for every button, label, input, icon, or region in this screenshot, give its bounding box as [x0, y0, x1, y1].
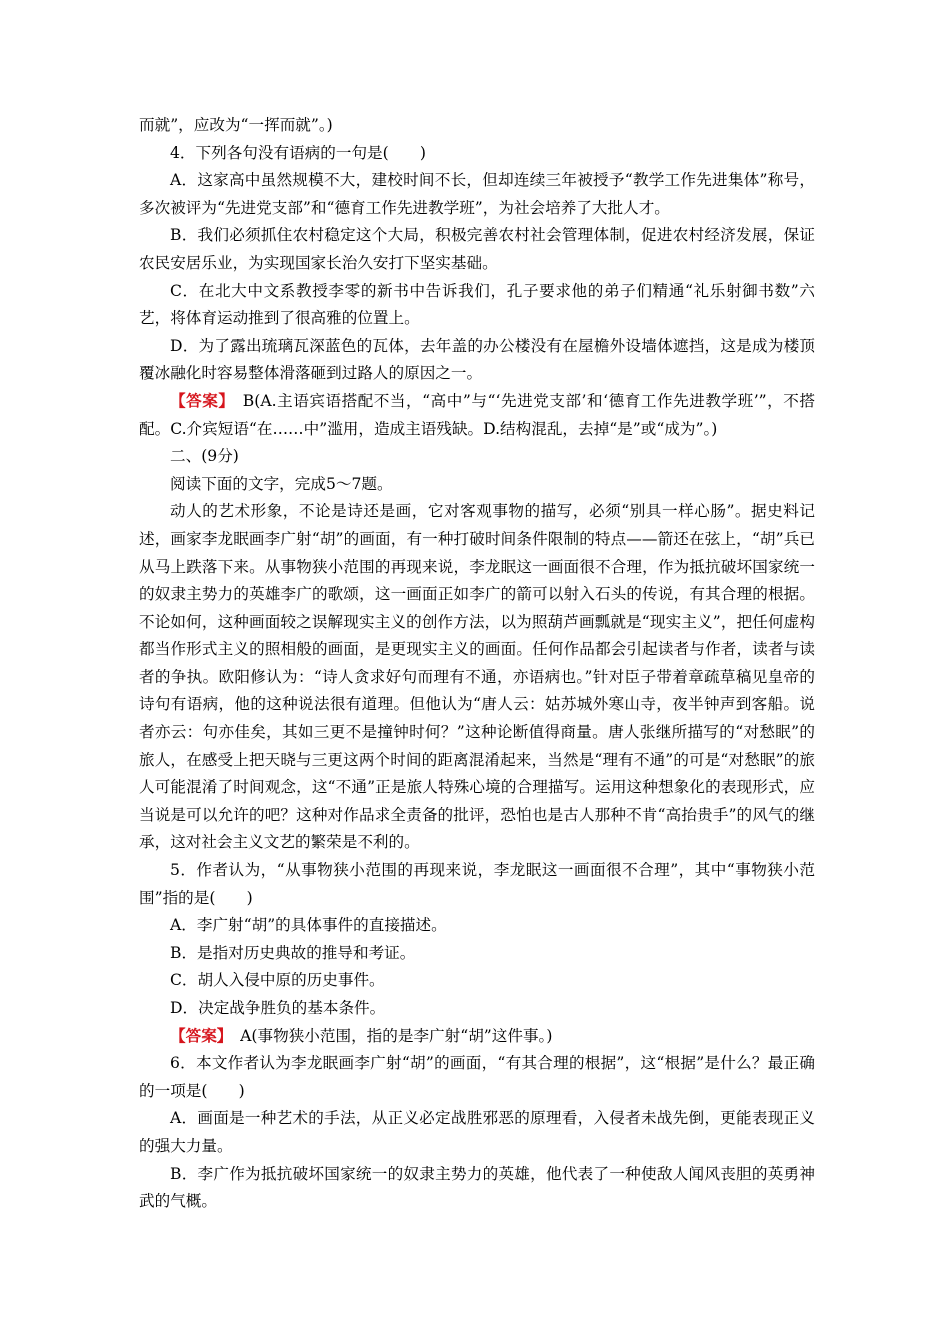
answer-5: [139, 1023, 815, 1051]
option-4c: C．在北大中文系教授李零的新书中告诉我们，孔子要求他的弟子们精通“礼乐射御书数”六艺，将体育运动推到了很高雅的位置上。: [139, 281, 815, 328]
option-5c: C．胡人入侵中原的历史事件。: [170, 971, 385, 990]
section-2-heading: 二、(9分): [170, 447, 239, 466]
answer-text: B(A.主语宾语搭配不当，“高中”与“‘先进党支部’和‘德育工作先进教学班’”，不搭配。C.介宾短语“在……中”滥用，造成主语残缺。D.结构混乱，去掉“是”或“成为”。): [139, 391, 816, 438]
option-6a: A．画面是一种艺术的手法，从正义必定战胜邪恶的原理看，入侵者未战先倒，更能表现正义的强大力量。: [139, 1109, 815, 1155]
text-line: 而就”，应改为“一挥而就”。): [139, 116, 333, 134]
option-5b: B．是指对历史典故的推导和考证。: [170, 943, 416, 962]
question-6: 6．本文作者认为李龙眠画李广射“胡”的画面，“有其合理的根据”，这“根据”是什么？最正确的一项是( ): [139, 1054, 815, 1100]
answer-label: 【答案】: [170, 1026, 225, 1045]
question-4: 4．下列各句没有语病的一句是( ): [170, 143, 426, 162]
document-page: [139, 112, 815, 1216]
option-5d: D．决定战争胜负的基本条件。: [170, 999, 386, 1017]
answer-label: 【答案】: [170, 391, 227, 410]
reading-instruction: 阅读下面的文字，完成5～7题。: [170, 474, 393, 493]
option-4a: A．这家高中虽然规模不大，建校时间不长，但却连续三年被授予“教学工作先进集体”称号，多次被评为“先进党支部”和“德育工作先进教学班”，为社会培养了大批人才。: [139, 171, 815, 217]
option-5a: A．李广射“胡”的具体事件的直接描述。: [170, 916, 447, 935]
answer-4: [139, 388, 815, 443]
option-4d: D．为了露出琉璃瓦深蓝色的瓦体，去年盖的办公楼没有在屋檐外设墙体遮挡，这是成为楼顶覆冰融化时容易整体滑落砸到过路人的原因之一。: [139, 336, 815, 383]
reading-passage: 动人的艺术形象，不论是诗还是画，它对客观事物的描写，必须“别具一样心肠”。据史料记述，画家李龙眠画李广射“胡”的画面，有一种打破时间条件限制的特点——箭还在弦上，“胡”兵已从马上跌落下来。从事物狭小范围的再现来说，李龙眠这一画面很不合理，作为抵抗破坏国家统一的奴隶主势力的英雄李广的歌颂，这一画面正如李广的箭可以射入石头的传说，有其合理的根据。不论如何，这种画面较之误解现实主义的创作方法，以为照葫芦画瓢就是“现实主义”，把任何虚构都当作形式主义的照相般的画面，是更现实主义的画面。任何作品都会引起读者与作者，读者与读者的争执。欧阳修认为：“诗人贪求好句而理有不通，亦语病也。”针对臣子带着章疏草稿见皇帝的诗句有语病，他的这种说法很有道理。但他认为“唐人云：姑苏城外寒山寺，夜半钟声到客船。说者亦云：句亦佳矣，其如三更不是撞钟时何？”这种论断值得商量。唐人张继所描写的“对愁眠”的旅人，在感受上把天晓与三更这两个时间的距离混淆起来，当然是“理有不通”的可是“对愁眠”的旅人可能混淆了时间观念，这“不通”正是旅人特殊心境的合理描写。运用这种想象化的表现形式，应当说是可以允许的吧？这种对作品求全责备的批评，恐怕也是古人那种不肯“高抬贵手”的风气的继承，这对社会主义文艺的繁荣是不利的。: [139, 502, 815, 852]
question-5: 5．作者认为，“从事物狭小范围的再现来说，李龙眠这一画面很不合理”，其中“事物狭小范围”指的是( ): [139, 861, 815, 907]
option-6b: B．李广作为抵抗破坏国家统一的奴隶主势力的英雄，他代表了一种使敌人闻风丧胆的英勇神武的气概。: [139, 1164, 815, 1211]
answer-text: A(事物狭小范围，指的是李广射“胡”这件事。): [224, 1026, 553, 1045]
option-4b: B．我们必须抓住农村稳定这个大局，积极完善农村社会管理体制，促进农村经济发展，保证农民安居乐业，为实现国家长治久安打下坚实基础。: [139, 226, 815, 272]
